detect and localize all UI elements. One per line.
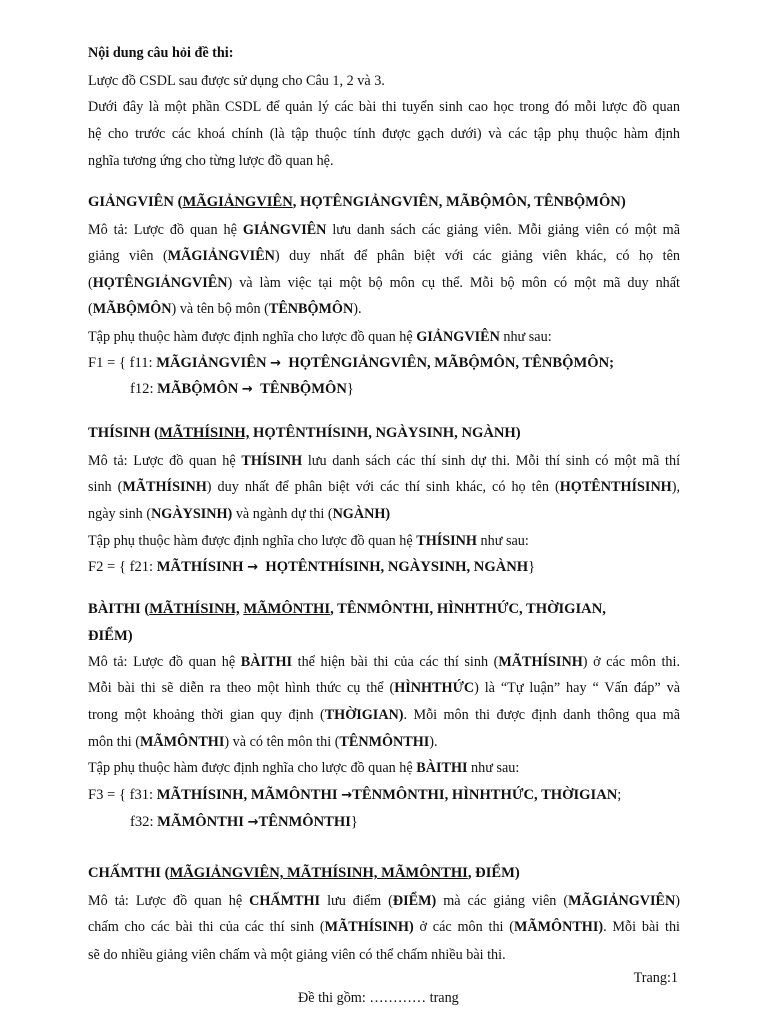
intro-paragraph-line-3: nghĩa tương ứng cho từng lược đồ quan hệ. <box>88 153 334 169</box>
schema-baithi-cont: ĐIỂM) <box>88 628 133 644</box>
thisinh-fd-intro: Tập phụ thuộc hàm được định nghĩa cho lược đồ quan hệ THÍSINH như sau: <box>88 533 529 549</box>
primary-key: MÃTHÍSINH, <box>149 601 240 617</box>
schema-thisinh: THÍSINH (MÃTHÍSINH, HỌTÊNTHÍSINH, NGÀYSINH, NGÀNH) <box>88 425 521 441</box>
content-heading: Nội dung câu hỏi đề thi: <box>88 45 234 61</box>
intro-paragraph-line-1: Dưới đây là một phần CSDL để quản lý các bài thi tuyển sinh cao học trong đó mỗi lược đồ quan <box>88 99 680 115</box>
arrow-icon: → <box>270 356 282 371</box>
giangvien-desc-line-2: giảng viên (MÃGIẢNGVIÊN) duy nhất để phân biệt với các giảng viên khác, có họ tên <box>88 248 680 264</box>
fd-set-f2: F2 = { f21: MÃTHÍSINH → HỌTÊNTHÍSINH, NGÀYSINH, NGÀNH} <box>88 559 536 575</box>
intro-paragraph-line-2: hệ cho trước các khoá chính (là tập thuộc tính được gạch dưới) và các tập phụ thuộc hàm định <box>88 126 680 142</box>
schema-name: CHẤMTHI <box>88 865 161 881</box>
giangvien-desc-line-4: (MÃBỘMÔN) và tên bộ môn (TÊNBỘMÔN). <box>88 301 362 317</box>
primary-key: MÃGIẢNGVIÊN <box>182 194 293 210</box>
intro-line: Lược đồ CSDL sau được sử dụng cho Câu 1, 2 và 3. <box>88 73 385 89</box>
schema-giangvien: GIẢNGVIÊN (MÃGIẢNGVIÊN, HỌTÊNGIẢNGVIÊN, MÃBỘMÔN, TÊNBỘMÔN) <box>88 194 626 210</box>
chamthi-desc-line-2: chấm cho các bài thi của các thí sinh (MÃTHÍSINH) ở các môn thi (MÃMÔNTHI). Mỗi bài thi <box>88 919 680 935</box>
thisinh-desc-line-2: sinh (MÃTHÍSINH) duy nhất để phân biệt với các thí sinh khác, có họ tên (HỌTÊNTHÍSINH), <box>88 479 681 495</box>
giangvien-desc-line-3: (HỌTÊNGIẢNGVIÊN) và làm việc tại một bộ môn cụ thể. Mỗi bộ môn có một mã duy nhất <box>88 275 680 291</box>
exam-page-count: Đề thi gồm: ………… trang <box>298 990 459 1006</box>
baithi-desc-line-1: Mô tả: Lược đồ quan hệ BÀITHI thể hiện bài thi của các thí sinh (MÃTHÍSINH) ở các môn thi. <box>88 654 680 670</box>
baithi-desc-line-4: môn thi (MÃMÔNTHI) và có tên môn thi (TÊNMÔNTHI). <box>88 734 438 750</box>
schema-name: THÍSINH <box>88 425 151 441</box>
primary-key: MÃTHÍSINH, <box>158 425 250 441</box>
thisinh-desc-line-1: Mô tả: Lược đồ quan hệ THÍSINH lưu danh sách các thí sinh dự thi. Mỗi thí sinh có một mã thí <box>88 453 681 469</box>
fd-f12: f12: MÃBỘMÔN → TÊNBỘMÔN} <box>130 381 354 397</box>
giangvien-desc-line-1: Mô tả: Lược đồ quan hệ GIẢNGVIÊN lưu danh sách các giảng viên. Mỗi giảng viên có một mã <box>88 222 681 238</box>
giangvien-fd-intro: Tập phụ thuộc hàm được định nghĩa cho lược đồ quan hệ GIẢNGVIÊN như sau: <box>88 329 552 345</box>
fd-set-f3: F3 = { f31: MÃTHÍSINH, MÃMÔNTHI →TÊNMÔNTHI, HÌNHTHỨC, THỜIGIAN; <box>88 787 622 803</box>
arrow-icon: → <box>241 382 253 397</box>
fd-f32: f32: MÃMÔNTHI →TÊNMÔNTHI} <box>130 814 358 830</box>
primary-key: MÃGIẢNGVIÊN, MÃTHÍSINH, MÃMÔNTHI <box>169 865 468 881</box>
arrow-icon: → <box>341 788 353 803</box>
baithi-desc-line-2: Mỗi bài thi sẽ diễn ra theo một hình thức cụ thể (HÌNHTHỨC) là “Tự luận” hay “ Vấn đáp” và <box>88 680 680 696</box>
chamthi-desc-line-3: sẽ do nhiều giảng viên chấm và một giảng viên có thể chấm nhiều bài thi. <box>88 947 506 963</box>
baithi-desc-line-3: trong một khoảng thời gian quy định (THỜIGIAN). Mỗi môn thi được định danh thông qua mã <box>88 707 681 723</box>
fd-set-f1: F1 = { f11: MÃGIẢNGVIÊN → HỌTÊNGIẢNGVIÊN, MÃBỘMÔN, TÊNBỘMÔN; <box>88 355 615 371</box>
arrow-icon: → <box>247 815 259 830</box>
page-number: Trang:1 <box>633 970 678 986</box>
schema-name: BÀITHI <box>88 601 141 617</box>
schema-name: GIẢNGVIÊN <box>88 194 174 210</box>
primary-key: MÃMÔNTHI <box>243 601 331 617</box>
thisinh-desc-line-3: ngày sinh (NGÀYSINH) và ngành dự thi (NGÀNH) <box>88 506 391 522</box>
arrow-icon: → <box>247 560 259 575</box>
schema-baithi: BÀITHI (MÃTHÍSINH, MÃMÔNTHI, TÊNMÔNTHI, HÌNHTHỨC, THỜIGIAN, <box>88 601 606 617</box>
schema-chamthi: CHẤMTHI (MÃGIẢNGVIÊN, MÃTHÍSINH, MÃMÔNTHI, ĐIỂM) <box>88 865 520 881</box>
baithi-fd-intro: Tập phụ thuộc hàm được định nghĩa cho lược đồ quan hệ BÀITHI như sau: <box>88 760 520 776</box>
chamthi-desc-line-1: Mô tả: Lược đồ quan hệ CHẤMTHI lưu điểm (ĐIỂM) mà các giảng viên (MÃGIẢNGVIÊN) <box>88 893 680 909</box>
